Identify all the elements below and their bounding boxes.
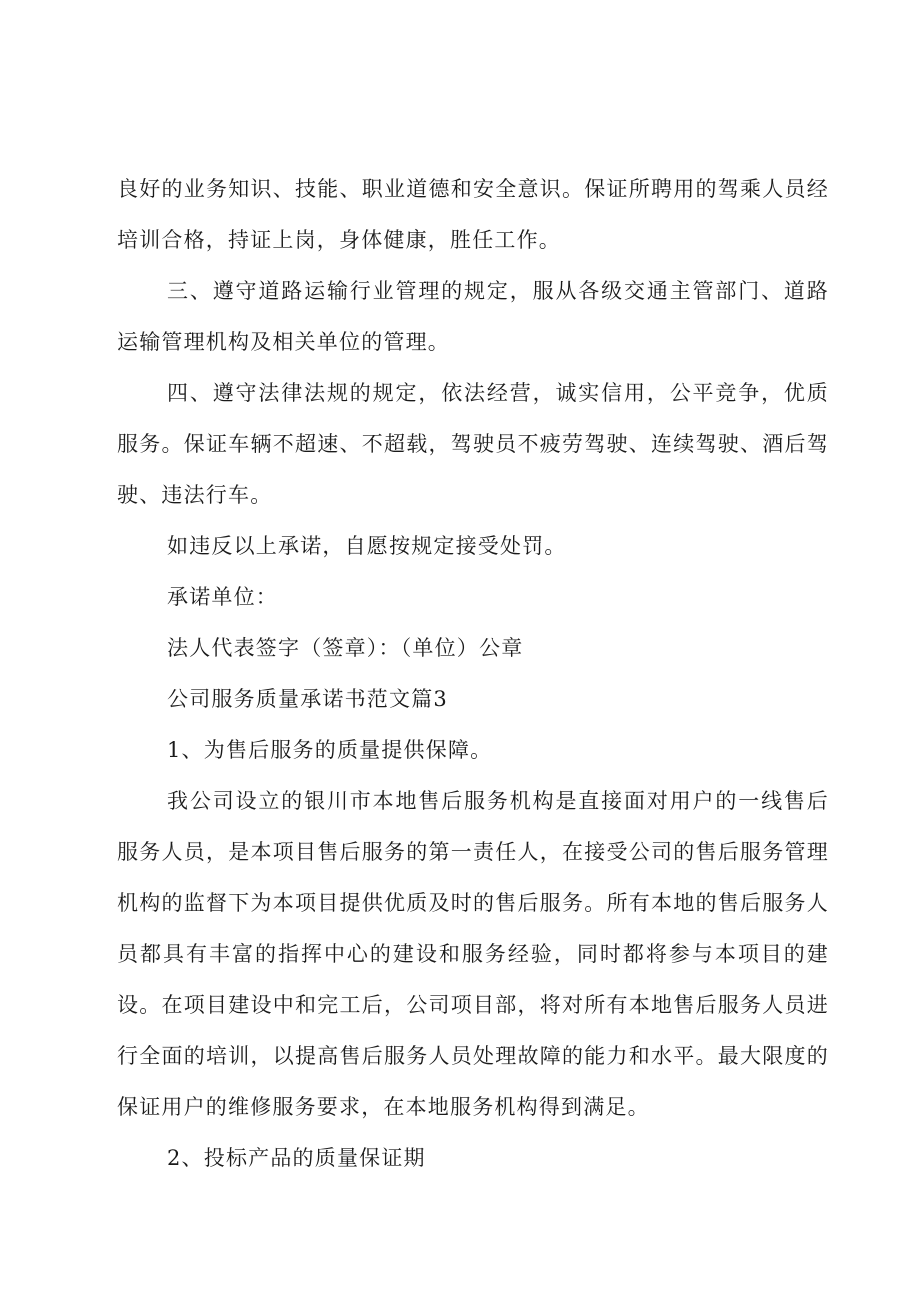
paragraph-after-sales-service: 我公司设立的银川市本地售后服务机构是直接面对用户的一线售后服务人员，是本项目售后服务的第一责任人，在接受公司的售后服务管理机构的监督下为本项目提供优质及时的售后服务。所有本地的售后服务人员都具有丰富的指挥中心的建设和服务经验，同时都将参与本项目的建设。在项目建设中和完工后，公司项目部，将对所有本地售后服务人员进行全面的培训，以提高售后服务人员处理故障的能力和水平。最大限度的保证用户的维修服务要求，在本地服务机构得到满足。 (117, 789, 829, 1119)
paragraph-item-three: 三、遵守道路运输行业管理的规定，服从各级交通主管部门、道路运输管理机构及相关单位的管理。 (117, 279, 829, 354)
paragraph-point-two: 2、投标产品的质量保证期 (167, 1146, 426, 1170)
paragraph-penalty-clause: 如违反以上承诺，自愿按规定接受处罚。 (167, 534, 567, 558)
paragraph-point-one: 1、为售后服务的质量提供保障。 (167, 738, 493, 762)
document-body (117, 164, 829, 1184)
paragraph-legal-rep-signature: 法人代表签字（签章）：（单位）公章 (167, 636, 524, 660)
paragraph-committing-unit: 承诺单位： (167, 585, 278, 609)
paragraph-item-four: 四、遵守法律法规的规定，依法经营，诚实信用，公平竞争，优质服务。保证车辆不超速、不超载，驾驶员不疲劳驾驶、连续驾驶、酒后驾驶、违法行车。 (117, 381, 829, 507)
paragraph-training-requirements: 良好的业务知识、技能、职业道德和安全意识。保证所聘用的驾乘人员经培训合格，持证上岗，身体健康，胜任工作。 (117, 177, 829, 252)
section-title: 公司服务质量承诺书范文篇3 (167, 687, 448, 711)
